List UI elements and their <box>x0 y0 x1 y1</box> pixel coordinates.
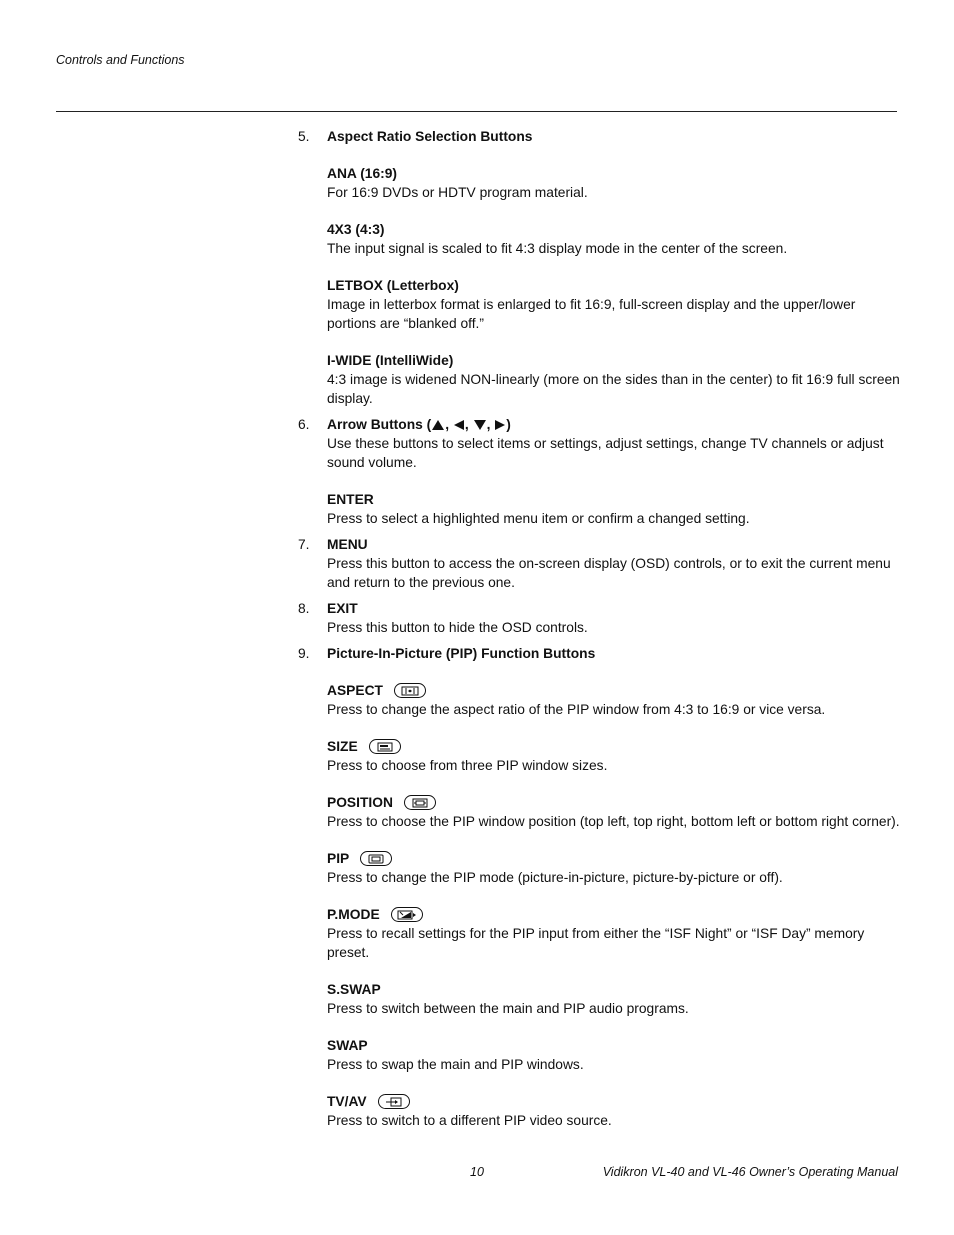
sub-item-tvav <box>327 1092 902 1130</box>
sub-item-ana <box>327 164 902 202</box>
sub-item-text: Press to change the aspect ratio of the PIP window from 4:3 to 16:9 or vice versa. <box>327 702 826 717</box>
item-number: 7. <box>298 537 310 552</box>
sub-item-head <box>327 681 902 700</box>
pip-position-icon <box>404 795 436 810</box>
sub-item-text: For 16:9 DVDs or HDTV program material. <box>327 185 588 200</box>
sub-item-head <box>327 793 902 812</box>
page-number: 10 <box>470 1165 484 1179</box>
sub-item-sswap <box>327 980 902 1018</box>
sub-item-4x3 <box>327 220 902 258</box>
running-header: Controls and Functions <box>56 53 185 67</box>
sub-item-text: 4:3 image is widened NON-linearly (more on the sides than in the center) to fit 16:9 full screen display. <box>327 372 900 406</box>
sub-item-pmode <box>327 905 902 962</box>
sub-item-label: LETBOX (Letterbox) <box>327 278 459 293</box>
item-number: 9. <box>298 646 310 661</box>
sub-item-letbox <box>327 276 902 333</box>
item-title: MENU <box>327 537 368 552</box>
sub-item-swap <box>327 1036 902 1074</box>
sub-item-label: S.SWAP <box>327 982 381 997</box>
arrow-up-icon <box>431 419 445 431</box>
sub-item-text: The input signal is scaled to fit 4:3 display mode in the center of the screen. <box>327 241 788 256</box>
sub-item-head <box>327 1092 902 1111</box>
sub-item-position <box>327 793 902 831</box>
sub-item-text: Press to change the PIP mode (picture-in-picture, picture-by-picture or off). <box>327 870 783 885</box>
item-text: Use these buttons to select items or settings, adjust settings, change TV channels or adjust sound volume. <box>327 436 884 470</box>
sub-item-size <box>327 737 902 775</box>
input-source-icon <box>378 1094 410 1109</box>
item-number: 5. <box>298 129 310 144</box>
sub-item-text: Press to switch between the main and PIP audio programs. <box>327 1001 689 1016</box>
picture-mode-icon <box>391 907 423 922</box>
item-title: Aspect Ratio Selection Buttons <box>327 129 533 144</box>
item-title <box>327 415 902 434</box>
sub-item-label: POSITION <box>327 795 393 810</box>
sub-item-pip <box>327 849 902 887</box>
sub-item-label: TV/AV <box>327 1094 367 1109</box>
arrow-left-icon <box>453 419 465 431</box>
list-item-pip-buttons <box>298 644 902 1130</box>
sub-item-label: 4X3 (4:3) <box>327 222 385 237</box>
item-number: 8. <box>298 601 310 616</box>
sub-item-aspect <box>327 681 902 719</box>
sub-item-label: ANA (16:9) <box>327 166 398 181</box>
sub-item-label: SWAP <box>327 1038 368 1053</box>
sub-item-label: SIZE <box>327 739 358 754</box>
title-separator: , <box>445 417 450 432</box>
sub-item-label: ASPECT <box>327 683 383 698</box>
sub-item-text: Press to choose from three PIP window sizes. <box>327 758 608 773</box>
pip-aspect-icon <box>394 683 426 698</box>
sub-item-text: Press to select a highlighted menu item or confirm a changed setting. <box>327 511 750 526</box>
sub-item-label: P.MODE <box>327 907 380 922</box>
sub-item-head <box>327 905 902 924</box>
pip-size-icon <box>369 739 401 754</box>
item-number: 6. <box>298 417 310 432</box>
item-text: Press this button to access the on-screen display (OSD) controls, or to exit the current menu and return to the previous one. <box>327 556 891 590</box>
title-suffix: ) <box>506 417 511 432</box>
item-title: Picture-In-Picture (PIP) Function Buttons <box>327 646 596 661</box>
pip-mode-icon <box>360 851 392 866</box>
sub-item-enter <box>327 490 902 528</box>
manual-content <box>298 127 902 1137</box>
list-item-menu <box>298 535 902 592</box>
sub-item-text: Press to swap the main and PIP windows. <box>327 1057 584 1072</box>
sub-item-label: I-WIDE (IntelliWide) <box>327 353 454 368</box>
sub-item-iwide <box>327 351 902 408</box>
list-item-exit <box>298 599 902 637</box>
sub-item-head <box>327 737 902 756</box>
sub-item-label: ENTER <box>327 492 374 507</box>
title-separator: , <box>486 417 491 432</box>
sub-item-head <box>327 849 902 868</box>
item-title: EXIT <box>327 601 358 616</box>
sub-item-text: Press to choose the PIP window position (top left, top right, bottom left or bottom right corner). <box>327 814 900 829</box>
list-item-aspect-ratio <box>298 127 902 408</box>
sub-item-text: Press to recall settings for the PIP input from either the “ISF Night” or “ISF Day” memory preset. <box>327 926 865 960</box>
sub-item-label: PIP <box>327 851 350 866</box>
title-separator: , <box>464 417 469 432</box>
sub-item-text: Press to switch to a different PIP video source. <box>327 1113 612 1128</box>
title-prefix: Arrow Buttons ( <box>327 417 432 432</box>
header-rule <box>56 111 897 112</box>
arrow-down-icon <box>473 419 487 431</box>
list-item-arrow-buttons <box>298 415 902 528</box>
item-text: Press this button to hide the OSD controls. <box>327 620 588 635</box>
arrow-right-icon <box>494 419 506 431</box>
sub-item-text: Image in letterbox format is enlarged to fit 16:9, full-screen display and the upper/lower portions are “blanked off.” <box>327 297 856 331</box>
manual-title: Vidikron VL-40 and VL-46 Owner’s Operating Manual <box>602 1165 898 1179</box>
